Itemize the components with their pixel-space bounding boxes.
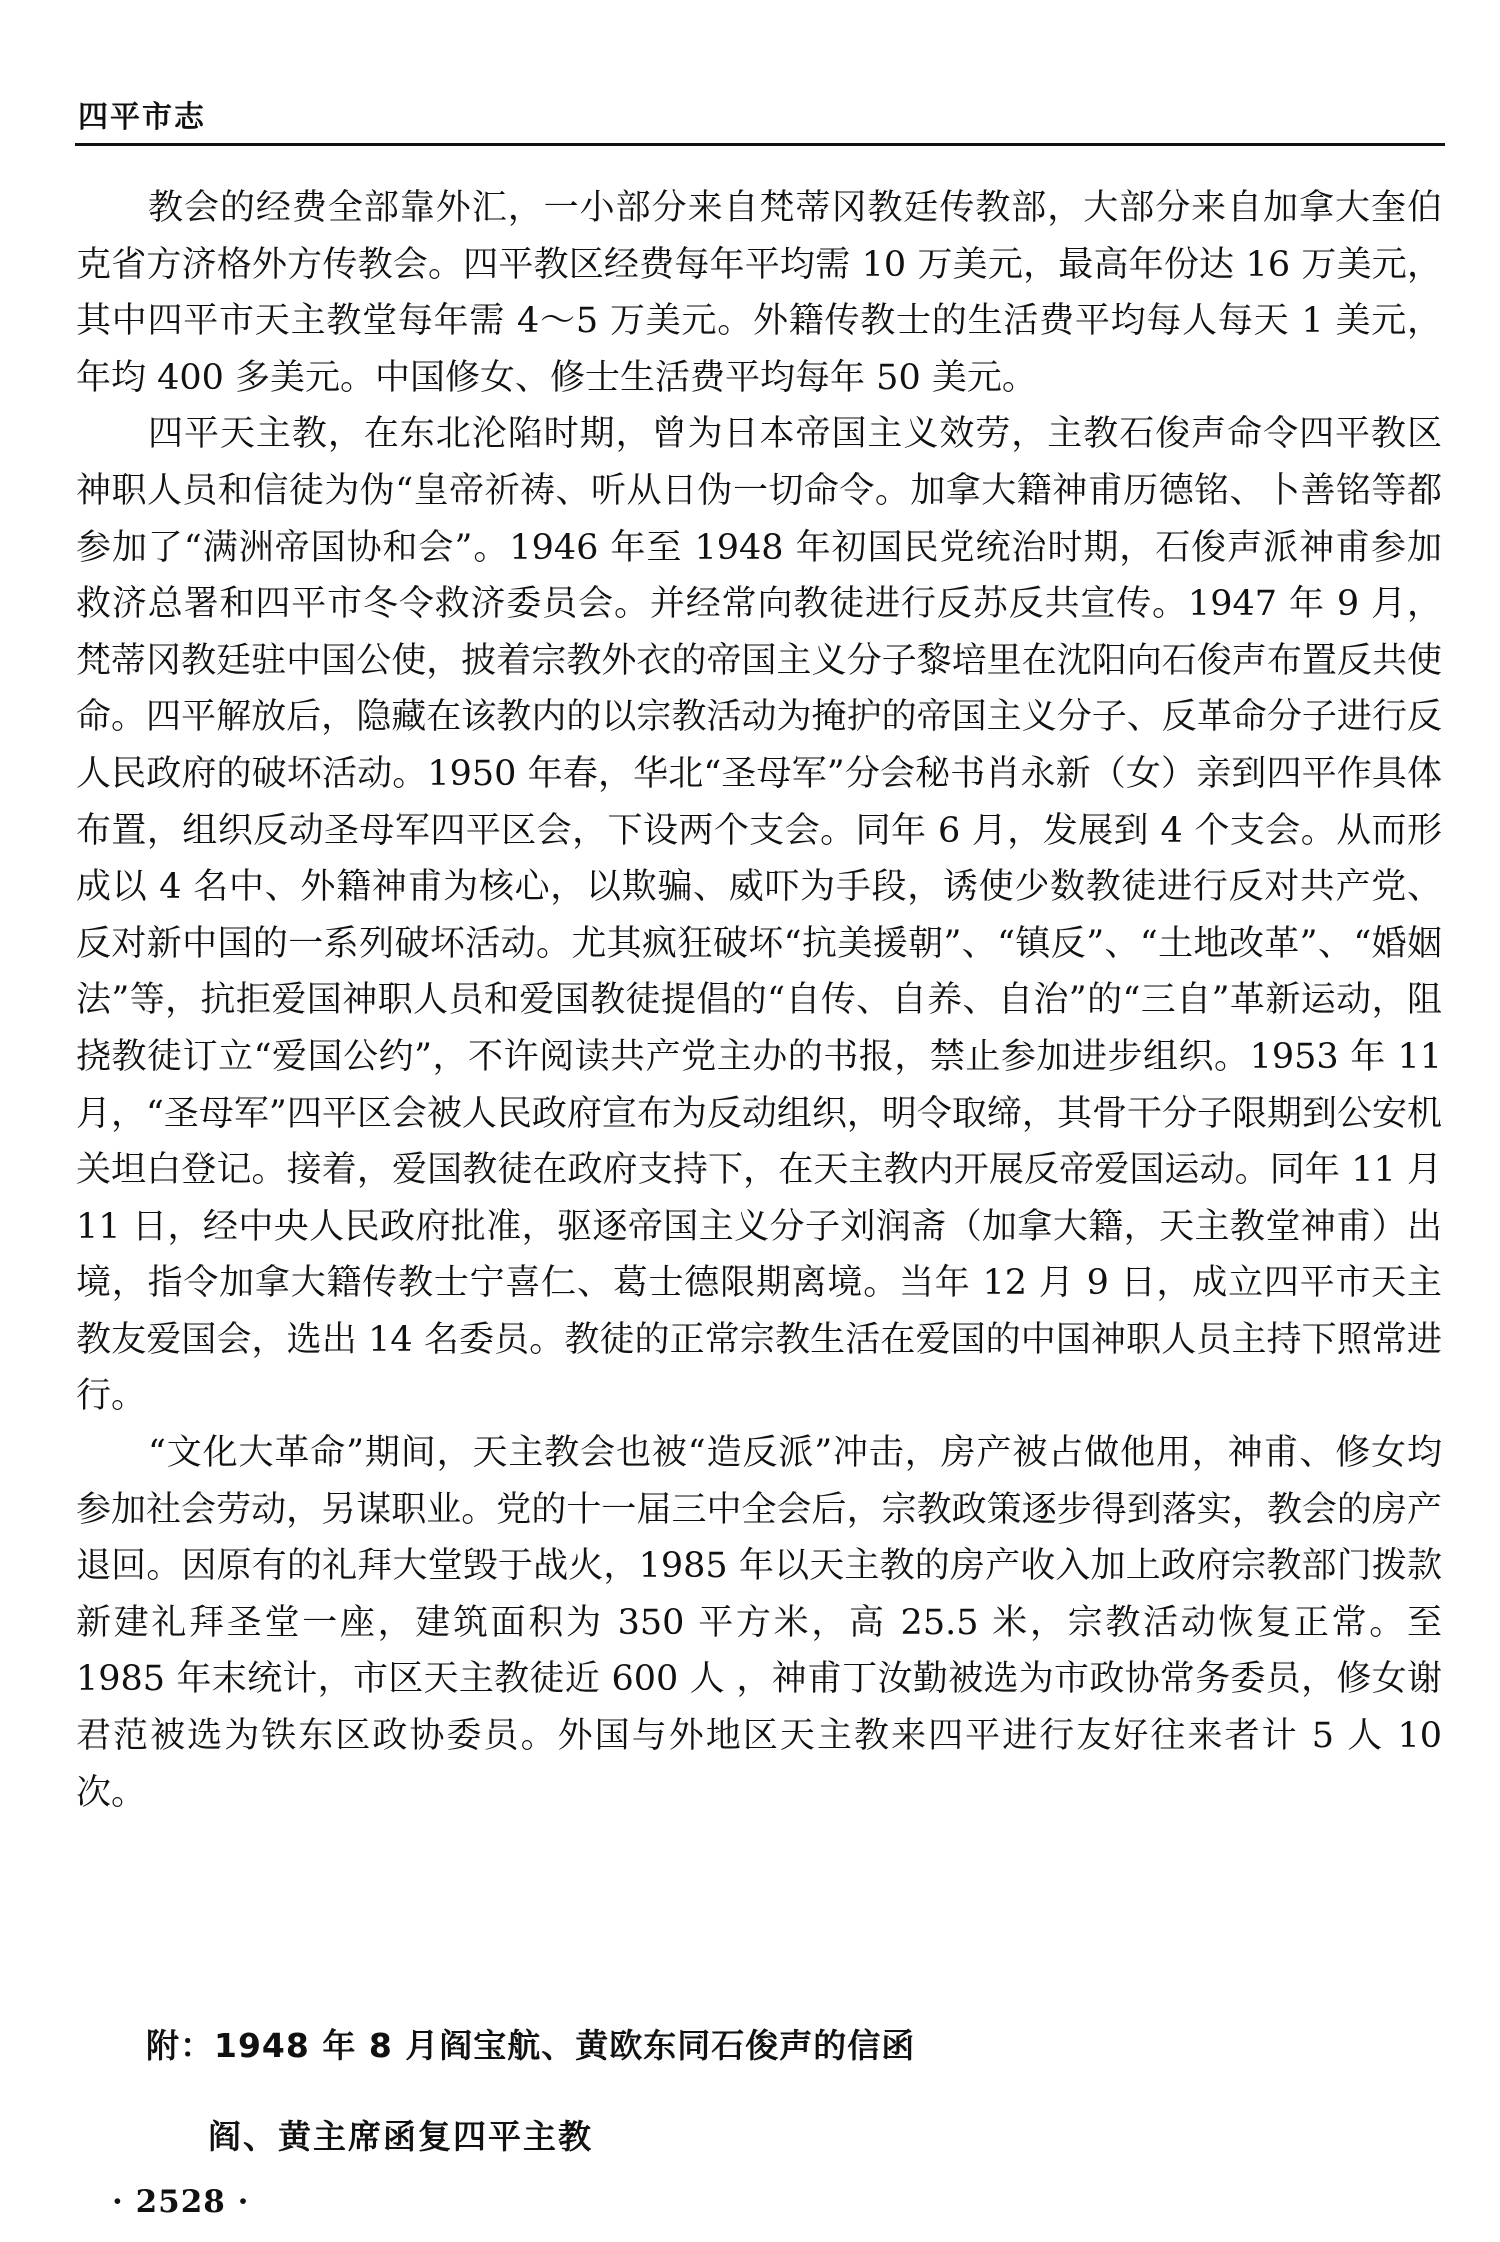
paragraph-funding: 教会的经费全部靠外汇，一小部分来自梵蒂冈教廷传教部，大部分来自加拿大奎伯克省方济格外方传教会。四平教区经费每年平均需 10 万美元，最高年份达 16 万美元，其中四平市天主教堂每年需 4～5 万美元。外籍传教士的生活费平均每人每天 1 美元，年均 400 多美元。中国修女、修士生活费平均每年 50 美元。 (76, 188, 1442, 398)
paragraph-cultural-revolution: “文化大革命”期间，天主教会也被“造反派”冲击，房产被占做他用，神甫、修女均参加社会劳动，另谋职业。党的十一届三中全会后，宗教政策逐步得到落实，教会的房产退回。因原有的礼拜大堂毁于战火，1985 年以天主教的房产收入加上政府宗教部门拨款新建礼拜圣堂一座，建筑面积为 350 平方米，高 25.5 米，宗教活动恢复正常。至 1985 年末统计，市区天主教徒近 600 人 ，神甫丁汝勤被选为市政协常务委员，修女谢君范被选为铁东区政协委员。外国与外地区天主教来四平进行友好往来者计 5 人 10 次。 (76, 1433, 1442, 1813)
body-text (76, 180, 1442, 1821)
header-rule (75, 143, 1445, 146)
running-header-title: 四平市志 (78, 100, 206, 135)
appendix-subheading: 阎、黄主席函复四平主教 (208, 2117, 593, 2156)
appendix-heading: 附：1948 年 8 月阎宝航、黄欧东同石俊声的信函 (146, 2026, 916, 2065)
paragraph-history: 四平天主教，在东北沦陷时期，曾为日本帝国主义效劳，主教石俊声命令四平教区神职人员和信徒为伪“皇帝祈祷、听从日伪一切命令。加拿大籍神甫历德铭、卜善铭等都参加了“满洲帝国协和会”。1946 年至 1948 年初国民党统治时期，石俊声派神甫参加救济总署和四平市冬令救济委员会。并经常向教徒进行反苏反共宣传。1947 年 9 月，梵蒂冈教廷驻中国公使，披着宗教外衣的帝国主义分子黎培里在沈阳向石俊声布置反共使命。四平解放后，隐藏在该教内的以宗教活动为掩护的帝国主义分子、反革命分子进行反人民政府的破坏活动。1950 年春，华北“圣母军”分会秘书肖永新（女）亲到四平作具体布置，组织反动圣母军四平区会，下设两个支会。同年 6 月，发展到 4 个支会。从而形成以 4 名中、外籍神甫为核心，以欺骗、威吓为手段，诱使少数教徒进行反对共产党、反对新中国的一系列破坏活动。尤其疯狂破坏“抗美援朝”、“镇反”、“土地改革”、“婚姻法”等，抗拒爱国神职人员和爱国教徒提倡的“自传、自养、自治”的“三自”革新运动，阻挠教徒订立“爱国公约”，不许阅读共产党主办的书报，禁止参加进步组织。1953 年 11 月，“圣母军”四平区会被人民政府宣布为反动组织，明令取缔，其骨干分子限期到公安机关坦白登记。接着，爱国教徒在政府支持下，在天主教内开展反帝爱国运动。同年 11 月 11 日，经中央人民政府批准，驱逐帝国主义分子刘润斋（加拿大籍，天主教堂神甫）出境，指令加拿大籍传教士宁喜仁、葛士德限期离境。当年 12 月 9 日，成立四平市天主教友爱国会，选出 14 名委员。教徒的正常宗教生活在爱国的中国神职人员主持下照常进行。 (76, 414, 1442, 1417)
page-number: · 2528 · (112, 2184, 250, 2220)
